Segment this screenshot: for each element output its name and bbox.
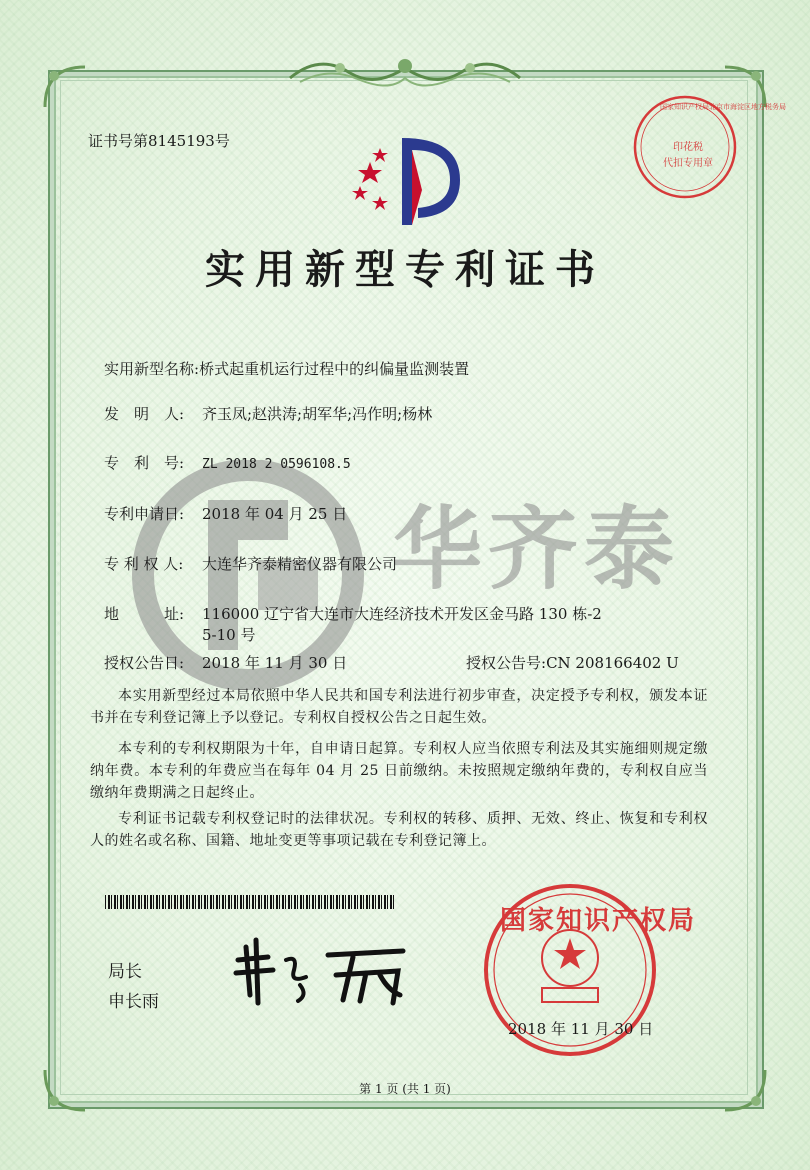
- address-line1: 116000 辽宁省大连市大连经济技术开发区金马路 130 栋-2: [202, 605, 602, 623]
- paragraph-3: 专利证书记载专利权登记时的法律状况。专利权的转移、质押、无效、终止、恢复和专利权人的姓名或名称、国籍、地址变更等事项记载在专利登记簿上。: [90, 811, 708, 849]
- utility-name-value: 桥式起重机运行过程中的纠偏量监测装置: [199, 360, 470, 378]
- filing-date-value: 2018 年 04 月 25 日: [202, 505, 348, 523]
- grant-number-value: CN 208166402 U: [546, 654, 679, 672]
- filing-date-row: [104, 503, 347, 524]
- tax-seal-line1: 印花税: [673, 142, 703, 153]
- grant-date-value: 2018 年 11 月 30 日: [202, 654, 348, 672]
- page-footer: 第 1 页 (共 1 页): [359, 1082, 451, 1096]
- utility-name-row: [104, 358, 469, 379]
- grant-number-row: [466, 652, 679, 673]
- director-signature: [228, 935, 418, 1010]
- paragraph-2: 本专利的专利权期限为十年，自申请日起算。专利权人应当依照专利法及其实施细则规定缴纳年费。本专利的年费应当在每年 04 月 25 日前缴纳。未按照规定缴纳年费的，专利权自应当缴纳年费期满之日起终止。: [90, 741, 708, 801]
- address-label: 地 址:: [104, 605, 185, 623]
- official-seal-text: 国家知识产权局: [500, 906, 697, 936]
- paragraph-1: 本实用新型经过本局依照中华人民共和国专利法进行初步审查，决定授予专利权，颁发本证书并在专利登记簿上予以登记。专利权自授权公告之日起生效。: [90, 688, 708, 726]
- patentee-label: 专 利 权 人:: [104, 555, 184, 573]
- patent-number-row: [104, 452, 351, 473]
- inventors-value: 齐玉凤;赵洪涛;胡军华;冯作明;杨林: [202, 405, 433, 423]
- director-name: 申长雨: [108, 992, 159, 1012]
- patentee-value: 大连华齐泰精密仪器有限公司: [202, 555, 398, 573]
- certificate-number-suffix: 号: [214, 132, 230, 150]
- seal-date: 2018 年 11 月 30 日: [508, 1020, 654, 1038]
- patentee-row: [104, 553, 397, 574]
- patent-number-label: 专 利 号:: [104, 454, 185, 472]
- utility-name-label: 实用新型名称:: [104, 360, 200, 378]
- certificate-title: 实用新型专利证书: [205, 246, 605, 293]
- top-ornament: [280, 48, 530, 98]
- watermark-text: 华齐泰: [392, 497, 680, 602]
- inventors-label: 发 明 人:: [104, 405, 185, 423]
- patent-number-value: ZL 2018 2 0596108.5: [202, 457, 351, 472]
- address-line2: 5-10 号: [202, 626, 256, 644]
- filing-date-label: 专利申请日:: [104, 505, 185, 523]
- corner-ornament-top-left: [40, 62, 90, 112]
- grant-number-label: 授权公告号:: [466, 654, 547, 672]
- barcode: [105, 895, 395, 909]
- certificate-number-label: 证书号第: [88, 132, 149, 150]
- tax-seal-outer-text: 国家知识产权局北京市海淀区地方税务局: [660, 103, 786, 111]
- patent-office-logo: [340, 130, 470, 230]
- inventors-row: [104, 403, 432, 424]
- certificate-number-value: 8145193: [148, 132, 215, 150]
- certificate-number: [88, 130, 230, 151]
- address-row: [104, 603, 602, 624]
- grant-date-label: 授权公告日:: [104, 654, 185, 672]
- director-title: 局长: [108, 962, 142, 982]
- grant-date-row: [104, 652, 347, 673]
- tax-seal-line2: 代扣专用章: [663, 158, 713, 169]
